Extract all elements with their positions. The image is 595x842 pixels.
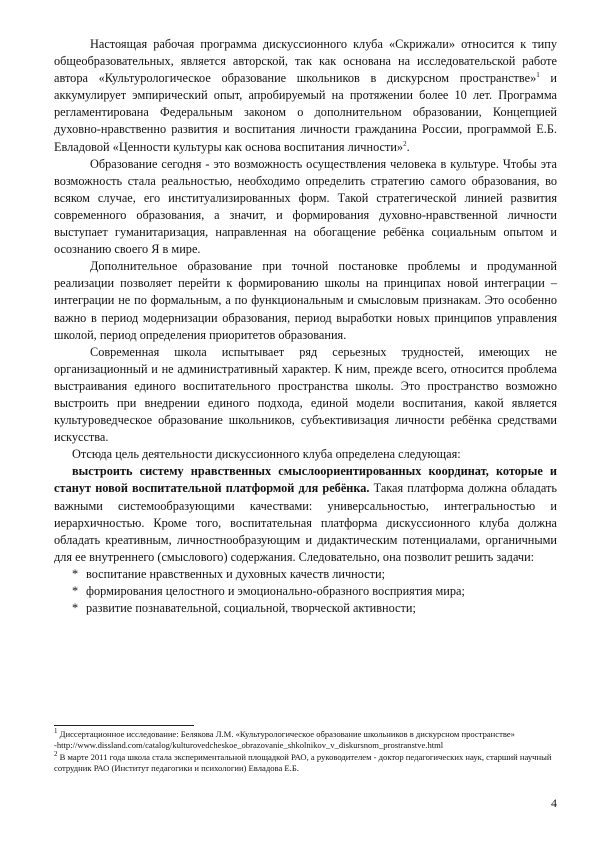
list-item	[54, 566, 557, 583]
footnotes	[54, 729, 557, 775]
list-item	[54, 583, 557, 600]
document-body	[54, 36, 557, 617]
paragraph-text: и аккумулирует эмпирический опыт, апробируемый на протяжении более 10 лет. Программа регламентирована Федеральным законом о дополнительном образовании, Концепцией духовно-нравственно развития и воспитания личности гражданина России, программой Е.Б. Евладовой «Ценности культуры как основа воспитания личности»	[54, 71, 557, 154]
footnote-text: В марте 2011 года школа стала экспериментальной площадкой РАО, а руководителем - доктор педагогических наук, старший научный сотрудник РАО (Институт педагогики и психологии) Евладова Е.Б.	[54, 751, 552, 774]
footnote-text: Диссертационное исследование: Белякова Л.М. «Культурологическое образование школьников в дискурсном пространстве»	[57, 729, 515, 739]
footnote	[54, 749, 557, 775]
list-item-text: развитие познавательной, социальной, творческой активности;	[86, 601, 416, 616]
paragraph-text: Такая платформа должна обладать важными системообразующими качествами: универсальностью, интегральностью и иерархичностью. Кроме того, воспитательная платформа дискуссионного клуба должна обладать креативным, личностнообразующим и дидактическим потенциалами, органичными для ее внутреннего (смыслового) содержания. Следовательно, она позволит решить задачи:	[54, 481, 557, 564]
list-item-text: формирования целостного и эмоционально-образного восприятия мира;	[86, 584, 465, 598]
list-item	[54, 600, 557, 617]
bullet-star-icon: *	[72, 601, 79, 616]
goal-statement: выстроить систему нравственных смыслоориентированных координат, которые и станут новой воспитательной платформой для ребёнка.	[54, 464, 557, 496]
footnote-separator	[54, 725, 194, 726]
paragraph-p4	[54, 344, 557, 447]
task-list	[54, 566, 557, 617]
paragraph-text: Настоящая рабочая программа дискуссионного клуба «Скрижали» относится к типу общеобразовательных, является авторской, так как основана на исследовательской работе автора «Культурологическое образование школьников в дискурсном пространстве»	[54, 37, 557, 86]
footnote-text[interactable]: -http://www.dissland.com/catalog/kulturovedcheskoe_obrazovanie_shkolnikov_v_diskursnom_prostranstve.html	[54, 740, 444, 751]
list-item-text: воспитание нравственных и духовных качеств личности;	[86, 566, 386, 581]
paragraph-p1	[54, 36, 557, 156]
paragraph-p2	[54, 156, 557, 259]
page-number: 4	[551, 796, 557, 810]
footnote-ref[interactable]: 2	[403, 139, 407, 148]
paragraph-text: Образование сегодня - это возможность осуществления человека в культуре. Чтобы эта возможность стала реальностью, необходимо определить стратегию самого образования, во всяком случае, его институализированных форм. Такой стратегической линией развития современного образования, а значит, и формирования духовно-нравственной личности выступает гуманитаризация, направленная на обогащение ребёнка социальным опытом и осознанию своего Я в мире.	[54, 156, 557, 257]
paragraph-p5	[54, 446, 557, 463]
paragraph-text: Отсюда цель деятельности дискуссионного клуба определена следующая:	[72, 447, 461, 462]
paragraph-p3	[54, 258, 557, 343]
footnote-ref[interactable]: 1	[536, 71, 540, 80]
paragraph-text: Дополнительное образование при точной постановке проблемы и продуманной реализации позволяет перейти к формированию школы на принципах новой интеграции – интеграции не по формальным, а по функциональным и смысловым признакам. Это особенно важно в период модернизации образования, период выработки новых принципов управления школой, период определения приоритетов образования.	[54, 259, 557, 342]
footnote-number: 2	[54, 749, 58, 758]
footnote-number: 1	[54, 727, 58, 736]
bullet-star-icon: *	[72, 566, 79, 581]
bullet-star-icon: *	[72, 584, 79, 598]
footnote	[54, 729, 557, 740]
paragraph-text: .	[406, 139, 410, 154]
footnote	[54, 740, 557, 751]
paragraph-list	[54, 36, 557, 566]
paragraph-p6	[54, 463, 557, 566]
paragraph-text: Современная школа испытывает ряд серьезных трудностей, имеющих не организационный и не административный характер. К ним, прежде всего, относится проблема выстраивания единого воспитательного пространства школы. Это пространство возможно выстроить при внедрении единого подхода, единой модели воспитания, какой является культуроведческое образование школьников, субъективизация личности ребёнка средствами искусства.	[54, 344, 557, 445]
